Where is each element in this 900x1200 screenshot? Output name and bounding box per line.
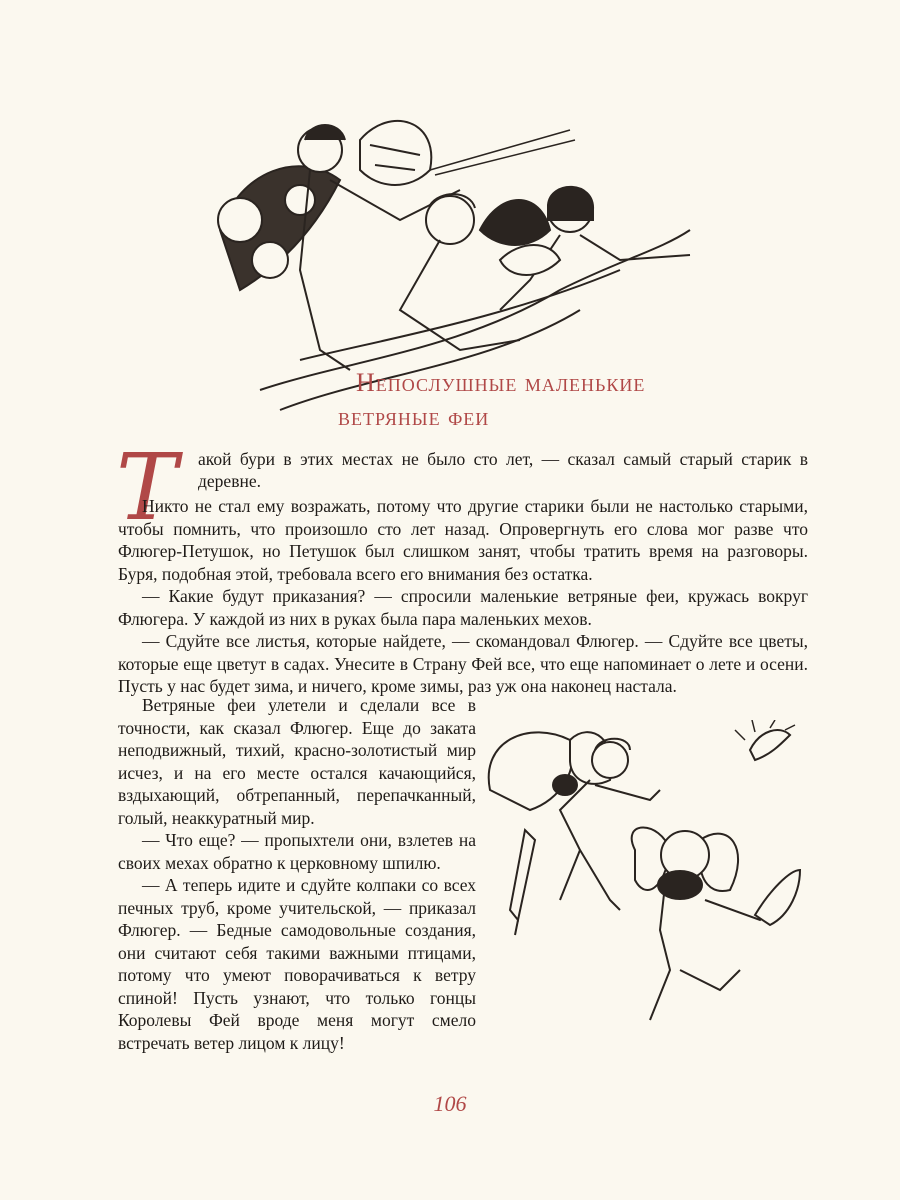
paragraph: — А теперь идите и сдуйте колпаки со всех печных труб, кроме учительской, — приказал Флюгер. — Бедные самодовольные создания, они считают себя такими важными птицами, потому что умеют поворачиваться к ветру спиной! Пусть узнают, что только гонцы Королевы Фей вроде меня могут смело встречать ветер лицом к лицу! bbox=[118, 875, 476, 1053]
chapter-title bbox=[338, 366, 858, 434]
chapter-title-line-1: Непослушные маленькие bbox=[356, 368, 646, 397]
page-number: 106 bbox=[433, 1091, 467, 1116]
paragraph: Никто не стал ему возражать, потому что другие старики были не настолько старыми, чтобы помнить, что произошло сто лет назад. Опровергнуть его слова мог разве что Флюгер-Петушок, но Петушок был слишком занят, чтобы тратить время на разговоры. Буря, подобная этой, требовала всего его внимания без остатка. bbox=[118, 496, 808, 584]
paragraph: — Какие будут приказания? — спросили маленькие ветряные феи, кружась вокруг Флюгера. У каждой из них в руках была пара маленьких мехов. bbox=[118, 586, 808, 629]
drop-cap: Т bbox=[116, 434, 178, 541]
body-text-column bbox=[118, 694, 476, 1054]
paragraph: Ветряные феи улетели и сделали все в точности, как сказал Флюгер. Еще до заката неподвижный, тихий, красно-золотистый мир исчез, и на его месте остался качающийся, вздыхающий, обтрепанный, перепачканный, голый, неаккуратный мир. bbox=[118, 695, 476, 828]
paragraph: — Что еще? — пропыхтели они, взлетев на своих мехах обратно к церковному шпилю. bbox=[118, 830, 476, 873]
intro-line-2: деревне. bbox=[198, 471, 261, 491]
body-text bbox=[118, 495, 808, 698]
fairies-with-bellows-illustration bbox=[470, 720, 815, 1060]
intro-line-1: акой бури в этих местах не было сто лет, — сказал самый старый старик в bbox=[198, 449, 808, 469]
chapter-title-line-2: ветряные феи bbox=[338, 402, 490, 431]
paragraph: — Сдуйте все листья, которые найдете, — скомандовал Флюгер. — Сдуйте все цветы, которые еще цветут в садах. Унесите в Страну Фей все, что еще напоминает о лете и осени. Пусть у нас будет зима, и ничего, кроме зимы, раз уж она наконец настала. bbox=[118, 631, 808, 696]
